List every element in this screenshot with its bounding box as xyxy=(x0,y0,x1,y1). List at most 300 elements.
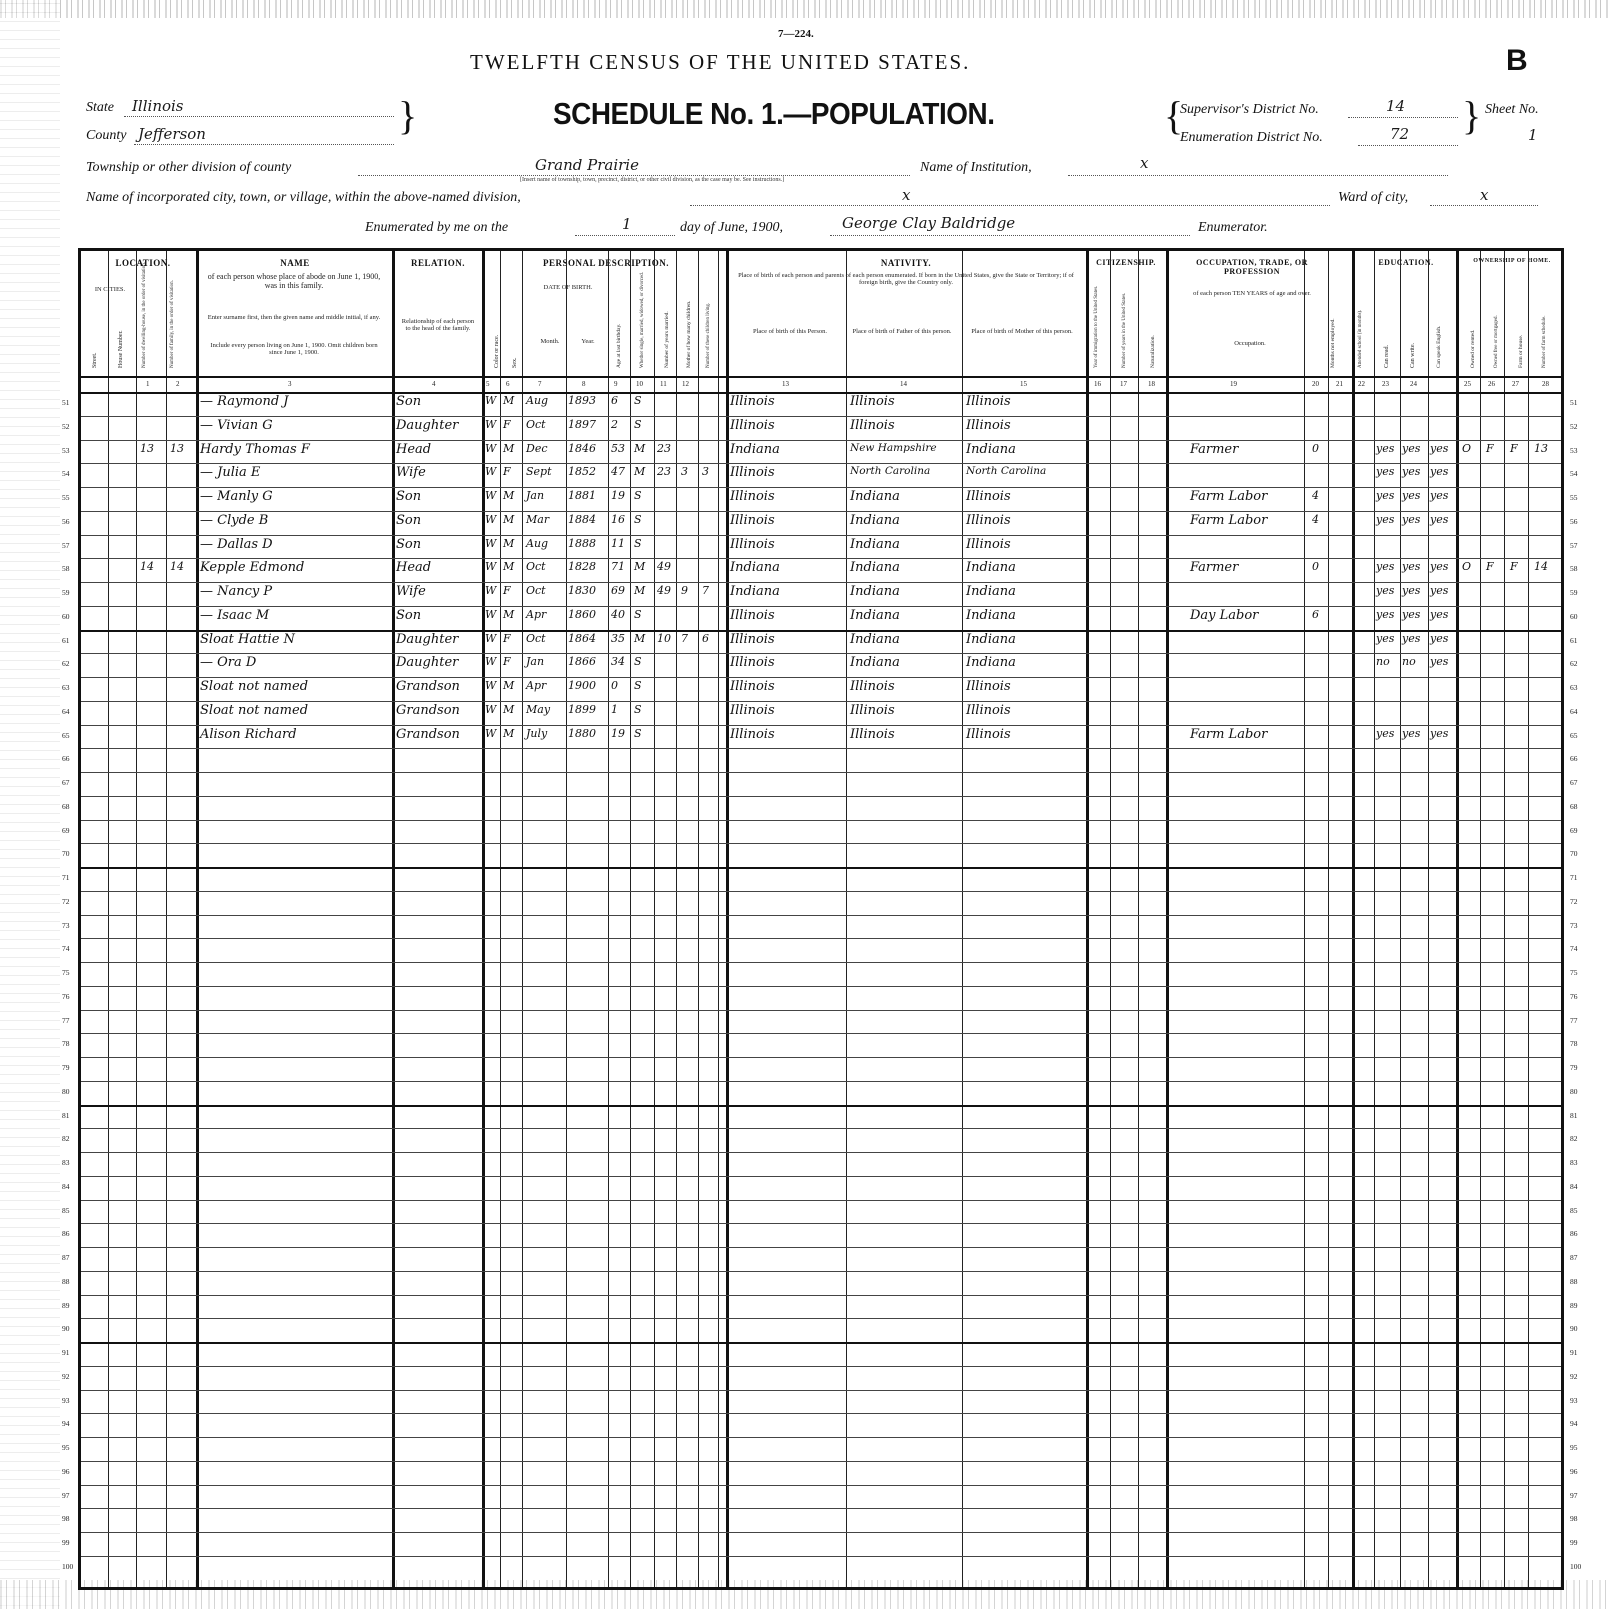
grid-column-line xyxy=(482,251,485,1587)
cell-month: Jan xyxy=(526,489,545,502)
cell-write: yes xyxy=(1402,727,1421,740)
cell-write: yes xyxy=(1402,608,1421,621)
cell-color: W xyxy=(485,655,497,668)
row-number: 61 xyxy=(1570,636,1578,645)
row-number: 93 xyxy=(62,1396,70,1405)
cell-pob-father: North Carolina xyxy=(850,465,931,477)
cell-year: 1880 xyxy=(568,727,596,740)
cell-sex: M xyxy=(503,489,515,502)
cell-speak: yes xyxy=(1430,465,1449,478)
cell-write: yes xyxy=(1402,489,1421,502)
cell-read: yes xyxy=(1376,608,1395,621)
row-number: 81 xyxy=(1570,1111,1578,1120)
header-personal: PERSONAL DESCRIPTION. xyxy=(542,258,670,268)
header-location: LOCATION. xyxy=(115,258,171,268)
cell-free: F xyxy=(1486,560,1494,573)
header-farm-schedule: Number of farm schedule. xyxy=(1542,315,1547,368)
cell-month: Oct xyxy=(526,584,546,597)
row-number: 82 xyxy=(62,1134,70,1143)
row-number: 68 xyxy=(1570,802,1578,811)
row-number: 56 xyxy=(1570,517,1578,526)
header-pob-person: Place of birth of this Person. xyxy=(752,328,828,335)
row-number: 59 xyxy=(62,588,70,597)
row-number: 76 xyxy=(1570,992,1578,1001)
cell-occupation: Farmer xyxy=(1190,442,1239,457)
cell-months: 0 xyxy=(1312,442,1319,455)
sheet-value: 1 xyxy=(1528,126,1538,144)
row-line xyxy=(81,1532,1561,1533)
cell-marital: S xyxy=(634,655,642,668)
row-line xyxy=(81,1247,1561,1248)
scan-noise-left xyxy=(0,0,60,1609)
row-number: 75 xyxy=(62,968,70,977)
cell-marital: M xyxy=(634,442,646,455)
cell-read: yes xyxy=(1376,513,1395,526)
cell-color: W xyxy=(485,584,497,597)
row-number: 69 xyxy=(62,826,70,835)
county-value: Jefferson xyxy=(138,125,206,143)
cell-color: W xyxy=(485,537,497,550)
row-number: 71 xyxy=(62,873,70,882)
cell-mother-of: 9 xyxy=(681,584,688,597)
column-number: 8 xyxy=(582,380,586,388)
row-number: 55 xyxy=(62,493,70,502)
cell-pob: Illinois xyxy=(730,679,775,694)
column-number: 2 xyxy=(176,380,180,388)
cell-name: — Ora D xyxy=(200,655,257,670)
cell-pob-mother: Illinois xyxy=(966,727,1011,742)
cell-living: 6 xyxy=(702,632,709,645)
cell-relation: Head xyxy=(396,442,432,457)
row-number: 53 xyxy=(62,446,70,455)
cell-marital: S xyxy=(634,513,642,526)
column-number: 14 xyxy=(900,380,907,388)
cell-write: yes xyxy=(1402,513,1421,526)
cell-name: — Nancy P xyxy=(200,584,273,599)
grid-column-line xyxy=(1352,251,1355,1587)
cell-month: Dec xyxy=(526,442,548,455)
cell-read: yes xyxy=(1376,465,1395,478)
header-name-note2: Include every person living on June 1, 1900. Omit children born since June 1, 1900. xyxy=(210,342,378,356)
cell-occupation: Farm Labor xyxy=(1190,513,1268,528)
enumerator-label: Enumerator. xyxy=(1198,220,1268,235)
cell-write: no xyxy=(1402,655,1416,668)
row-number: 96 xyxy=(1570,1467,1578,1476)
cell-sex: F xyxy=(503,584,511,597)
grid-column-line xyxy=(608,251,609,1587)
row-line xyxy=(81,677,1561,678)
row-line xyxy=(81,962,1561,963)
cell-sex: M xyxy=(503,394,515,407)
grid-column-line xyxy=(1504,251,1505,1587)
row-line xyxy=(81,1033,1561,1034)
cell-occupation: Farmer xyxy=(1190,560,1239,575)
cell-pob: Illinois xyxy=(730,418,775,433)
row-line xyxy=(81,1057,1561,1058)
row-line xyxy=(81,416,1561,417)
row-number: 62 xyxy=(62,659,70,668)
row-number: 92 xyxy=(1570,1372,1578,1381)
row-number: 68 xyxy=(62,802,70,811)
cell-name: — Raymond J xyxy=(200,394,289,409)
cell-relation: Son xyxy=(396,513,422,528)
cell-relation: Grandson xyxy=(396,727,460,742)
city-label: Name of incorporated city, town, or village, within the above-named division, xyxy=(86,190,521,205)
header-color: Color or race. xyxy=(494,334,500,368)
cell-color: W xyxy=(485,703,497,716)
row-line xyxy=(81,1295,1561,1296)
cell-month: Mar xyxy=(526,513,550,526)
header-ownership: OWNERSHIP OF HOME. xyxy=(1473,258,1551,264)
header-owned-free: Owned free or mortgaged. xyxy=(1494,315,1499,368)
header-in-cities: IN CITIES. xyxy=(94,286,126,293)
cell-sex: M xyxy=(503,679,515,692)
row-number: 89 xyxy=(1570,1301,1578,1310)
cell-color: W xyxy=(485,679,497,692)
cell-pob-mother: North Carolina xyxy=(966,465,1047,477)
row-number: 52 xyxy=(62,422,70,431)
row-line xyxy=(81,535,1561,536)
cell-color: W xyxy=(485,727,497,740)
column-number: 5 xyxy=(486,380,490,388)
row-line xyxy=(81,1318,1561,1319)
row-number: 82 xyxy=(1570,1134,1578,1143)
row-number: 54 xyxy=(62,469,70,478)
row-number: 90 xyxy=(1570,1324,1578,1333)
enumeration-value: 72 xyxy=(1390,125,1410,143)
row-number: 62 xyxy=(1570,659,1578,668)
cell-name: — Julia E xyxy=(200,465,261,480)
header-family: Number of family, in the order of visitation. xyxy=(170,280,175,368)
column-number: 24 xyxy=(1410,380,1417,388)
header-years-in-us: Number of years in the United States. xyxy=(1122,292,1127,368)
header-occupation-desc: of each person TEN YEARS of age and over. xyxy=(1193,290,1311,297)
row-number: 64 xyxy=(1570,707,1578,716)
row-line xyxy=(81,1128,1561,1129)
row-line xyxy=(81,1176,1561,1177)
cell-relation: Son xyxy=(396,394,422,409)
row-number: 95 xyxy=(62,1443,70,1452)
column-number: 22 xyxy=(1358,380,1365,388)
cell-read: yes xyxy=(1376,727,1395,740)
cell-marital: M xyxy=(634,465,646,478)
header-occupation: OCCUPATION, TRADE, OR PROFESSION xyxy=(1196,258,1308,276)
cell-pob-mother: Indiana xyxy=(966,632,1016,647)
cell-month: May xyxy=(526,703,551,716)
header-pob-mother: Place of birth of Mother of this person. xyxy=(971,328,1073,335)
row-line xyxy=(81,653,1561,654)
cell-living: 7 xyxy=(702,584,709,597)
column-number: 11 xyxy=(660,380,667,388)
cell-pob: Illinois xyxy=(730,655,775,670)
cell-pob-father: Illinois xyxy=(850,703,895,718)
row-number: 74 xyxy=(62,944,70,953)
row-number: 83 xyxy=(62,1158,70,1167)
cell-sex: M xyxy=(503,537,515,550)
header-naturalization: Naturalization. xyxy=(1150,335,1156,368)
cell-free: F xyxy=(1486,442,1494,455)
row-line xyxy=(81,606,1561,607)
cell-color: W xyxy=(485,394,497,407)
cell-month: Aug xyxy=(526,394,549,407)
cell-year: 1860 xyxy=(568,608,596,621)
row-number: 51 xyxy=(1570,398,1578,407)
row-number: 69 xyxy=(1570,826,1578,835)
cell-color: W xyxy=(485,560,497,573)
cell-relation: Daughter xyxy=(396,632,459,647)
cell-months: 4 xyxy=(1312,489,1319,502)
cell-year: 1900 xyxy=(568,679,596,692)
cell-pob-mother: Indiana xyxy=(966,442,1016,457)
grid-column-line xyxy=(196,251,199,1587)
grid-column-line xyxy=(1374,251,1375,1587)
grid-column-line xyxy=(1138,251,1139,1587)
cell-occupation: Farm Labor xyxy=(1190,489,1268,504)
column-number: 7 xyxy=(538,380,542,388)
row-number: 93 xyxy=(1570,1396,1578,1405)
cell-pob-father: Illinois xyxy=(850,727,895,742)
enumeration-label: Enumeration District No. xyxy=(1180,130,1323,145)
grid-column-line xyxy=(1166,251,1169,1587)
row-number: 72 xyxy=(62,897,70,906)
cell-sex: F xyxy=(503,655,511,668)
cell-months: 4 xyxy=(1312,513,1319,526)
row-number: 87 xyxy=(1570,1253,1578,1262)
cell-years-married: 10 xyxy=(657,632,671,645)
enumerated-day: 1 xyxy=(622,215,632,233)
cell-marital: S xyxy=(634,608,642,621)
header-rule xyxy=(81,376,1561,378)
cell-pob-mother: Indiana xyxy=(966,560,1016,575)
row-line xyxy=(81,1200,1561,1201)
cell-pob-mother: Illinois xyxy=(966,537,1011,552)
header-street: Street. xyxy=(92,352,98,368)
cell-dwelling: 14 xyxy=(140,560,154,573)
row-line xyxy=(81,1485,1561,1486)
cell-year: 1830 xyxy=(568,584,596,597)
row-line xyxy=(81,1271,1561,1272)
cell-age: 34 xyxy=(611,655,625,668)
cell-pob: Indiana xyxy=(730,584,780,599)
cell-write: yes xyxy=(1402,560,1421,573)
row-line xyxy=(81,701,1561,702)
row-number: 86 xyxy=(62,1229,70,1238)
column-number: 9 xyxy=(614,380,618,388)
header-can-read: Can read. xyxy=(1384,345,1390,368)
cell-marital: S xyxy=(634,679,642,692)
cell-year: 1897 xyxy=(568,418,596,431)
cell-occupation: Day Labor xyxy=(1190,608,1259,623)
cell-pob-mother: Illinois xyxy=(966,679,1011,694)
column-number: 3 xyxy=(288,380,292,388)
cell-pob-mother: Illinois xyxy=(966,513,1011,528)
cell-sex: F xyxy=(503,465,511,478)
row-number: 71 xyxy=(1570,873,1578,882)
cell-years-married: 23 xyxy=(657,465,671,478)
cell-month: Jan xyxy=(526,655,545,668)
grid-column-line xyxy=(136,251,137,1587)
cell-speak: yes xyxy=(1430,584,1449,597)
row-number: 61 xyxy=(62,636,70,645)
cell-marital: S xyxy=(634,727,642,740)
cell-read: no xyxy=(1376,655,1390,668)
header-nativity: NATIVITY. xyxy=(880,258,932,268)
row-number: 67 xyxy=(62,778,70,787)
column-number: 15 xyxy=(1020,380,1027,388)
cell-marital: M xyxy=(634,632,646,645)
row-line xyxy=(81,1508,1561,1509)
cell-marital: S xyxy=(634,418,642,431)
row-number: 60 xyxy=(1570,612,1578,621)
grid-column-line xyxy=(166,251,167,1587)
row-line xyxy=(81,1461,1561,1462)
column-number: 6 xyxy=(506,380,510,388)
row-line xyxy=(81,1437,1561,1438)
row-number: 98 xyxy=(62,1514,70,1523)
cell-relation: Wife xyxy=(396,465,426,480)
cell-year: 1881 xyxy=(568,489,596,502)
row-line xyxy=(81,820,1561,821)
cell-age: 53 xyxy=(611,442,625,455)
row-number: 80 xyxy=(62,1087,70,1096)
cell-age: 16 xyxy=(611,513,625,526)
row-line xyxy=(81,630,1561,632)
cell-pob-mother: Illinois xyxy=(966,418,1011,433)
cell-age: 11 xyxy=(611,537,625,550)
cell-write: yes xyxy=(1402,442,1421,455)
grid-column-line xyxy=(676,251,677,1587)
cell-month: Apr xyxy=(526,679,547,692)
cell-pob-father: Illinois xyxy=(850,679,895,694)
row-number: 66 xyxy=(1570,754,1578,763)
row-line xyxy=(81,1556,1561,1557)
row-line xyxy=(81,1010,1561,1011)
grid-column-line xyxy=(630,251,631,1587)
row-number: 91 xyxy=(1570,1348,1578,1357)
cell-color: W xyxy=(485,608,497,621)
row-line xyxy=(81,938,1561,939)
cell-marital: S xyxy=(634,489,642,502)
row-number: 58 xyxy=(1570,564,1578,573)
row-number: 91 xyxy=(62,1348,70,1357)
cell-speak: yes xyxy=(1430,632,1449,645)
row-number: 77 xyxy=(62,1016,70,1025)
cell-occupation: Farm Labor xyxy=(1190,727,1268,742)
row-number: 65 xyxy=(1570,731,1578,740)
cell-name: Sloat not named xyxy=(200,679,309,694)
row-number: 78 xyxy=(62,1039,70,1048)
row-line xyxy=(81,1366,1561,1367)
cell-relation: Wife xyxy=(396,584,426,599)
cell-month: Oct xyxy=(526,632,546,645)
row-line xyxy=(81,487,1561,488)
grid-column-line xyxy=(1480,251,1481,1587)
cell-years-married: 49 xyxy=(657,560,671,573)
row-line xyxy=(81,1413,1561,1414)
cell-relation: Grandson xyxy=(396,703,460,718)
row-number: 97 xyxy=(62,1491,70,1500)
row-number: 100 xyxy=(1570,1562,1582,1571)
cell-name: — Manly G xyxy=(200,489,273,504)
grid-column-line xyxy=(846,251,847,1587)
cell-pob: Indiana xyxy=(730,442,780,457)
cell-sex: M xyxy=(503,703,515,716)
cell-farm: F xyxy=(1510,442,1518,455)
row-number: 74 xyxy=(1570,944,1578,953)
cell-month: July xyxy=(526,727,548,740)
schedule-title: SCHEDULE No. 1.—POPULATION. xyxy=(553,96,995,131)
cell-name: Sloat not named xyxy=(200,703,309,718)
cell-pob: Illinois xyxy=(730,537,775,552)
header-rule xyxy=(81,392,1561,394)
header-can-write: Can write. xyxy=(1410,343,1416,368)
row-number: 72 xyxy=(1570,897,1578,906)
row-line xyxy=(81,725,1561,726)
row-number: 55 xyxy=(1570,493,1578,502)
cell-marital: M xyxy=(634,584,646,597)
cell-pob: Illinois xyxy=(730,632,775,647)
row-number: 85 xyxy=(62,1206,70,1215)
header-age: Age at last birthday. xyxy=(616,323,622,368)
cell-pob-father: New Hampshire xyxy=(850,442,937,454)
cell-age: 19 xyxy=(611,727,625,740)
header-house-number: House Number. xyxy=(118,330,124,368)
supervisor-label: Supervisor's District No. xyxy=(1180,102,1319,117)
cell-schedule: 13 xyxy=(1534,442,1548,455)
column-number: 13 xyxy=(782,380,789,388)
cell-relation: Son xyxy=(396,489,422,504)
cell-mother-of: 7 xyxy=(681,632,688,645)
row-number: 86 xyxy=(1570,1229,1578,1238)
row-number: 88 xyxy=(62,1277,70,1286)
row-number: 84 xyxy=(1570,1182,1578,1191)
column-number: 4 xyxy=(432,380,436,388)
cell-name: — Dallas D xyxy=(200,537,273,552)
row-number: 60 xyxy=(62,612,70,621)
column-number: 26 xyxy=(1488,380,1495,388)
header-marital: Whether single, married, widowed, or divorced. xyxy=(640,272,645,368)
row-line xyxy=(81,748,1561,749)
row-line xyxy=(81,440,1561,441)
row-line xyxy=(81,986,1561,987)
header-farm-house: Farm or house. xyxy=(1518,334,1524,368)
grid-column-line xyxy=(108,251,109,1587)
cell-month: Aug xyxy=(526,537,549,550)
cell-read: yes xyxy=(1376,584,1395,597)
row-number: 70 xyxy=(1570,849,1578,858)
cell-color: W xyxy=(485,632,497,645)
township-value: Grand Prairie xyxy=(535,156,639,174)
header-nativity-desc: Place of birth of each person and parents of each person enumerated. If born in the United States, give the State or Territory; if of foreign birth, give the Country only. xyxy=(738,272,1074,286)
grid-column-line xyxy=(1400,251,1401,1587)
cell-year: 1828 xyxy=(568,560,596,573)
cell-pob: Illinois xyxy=(730,608,775,623)
cell-pob-mother: Illinois xyxy=(966,394,1011,409)
cell-years-married: 23 xyxy=(657,442,671,455)
census-title: TWELFTH CENSUS OF THE UNITED STATES. xyxy=(470,50,971,74)
township-note: [Insert name of township, town, precinct, district, or other civil division, as the case may be. See instructions.] xyxy=(520,177,785,183)
cell-months: 0 xyxy=(1312,560,1319,573)
cell-speak: yes xyxy=(1430,513,1449,526)
cell-sex: F xyxy=(503,632,511,645)
cell-speak: yes xyxy=(1430,608,1449,621)
header-year-immigration: Year of immigration to the United States. xyxy=(1094,285,1099,368)
header-children-living: Number of these children living. xyxy=(706,302,711,368)
cell-pob-father: Indiana xyxy=(850,560,900,575)
cell-pob: Illinois xyxy=(730,513,775,528)
cell-year: 1864 xyxy=(568,632,596,645)
cell-color: W xyxy=(485,489,497,502)
